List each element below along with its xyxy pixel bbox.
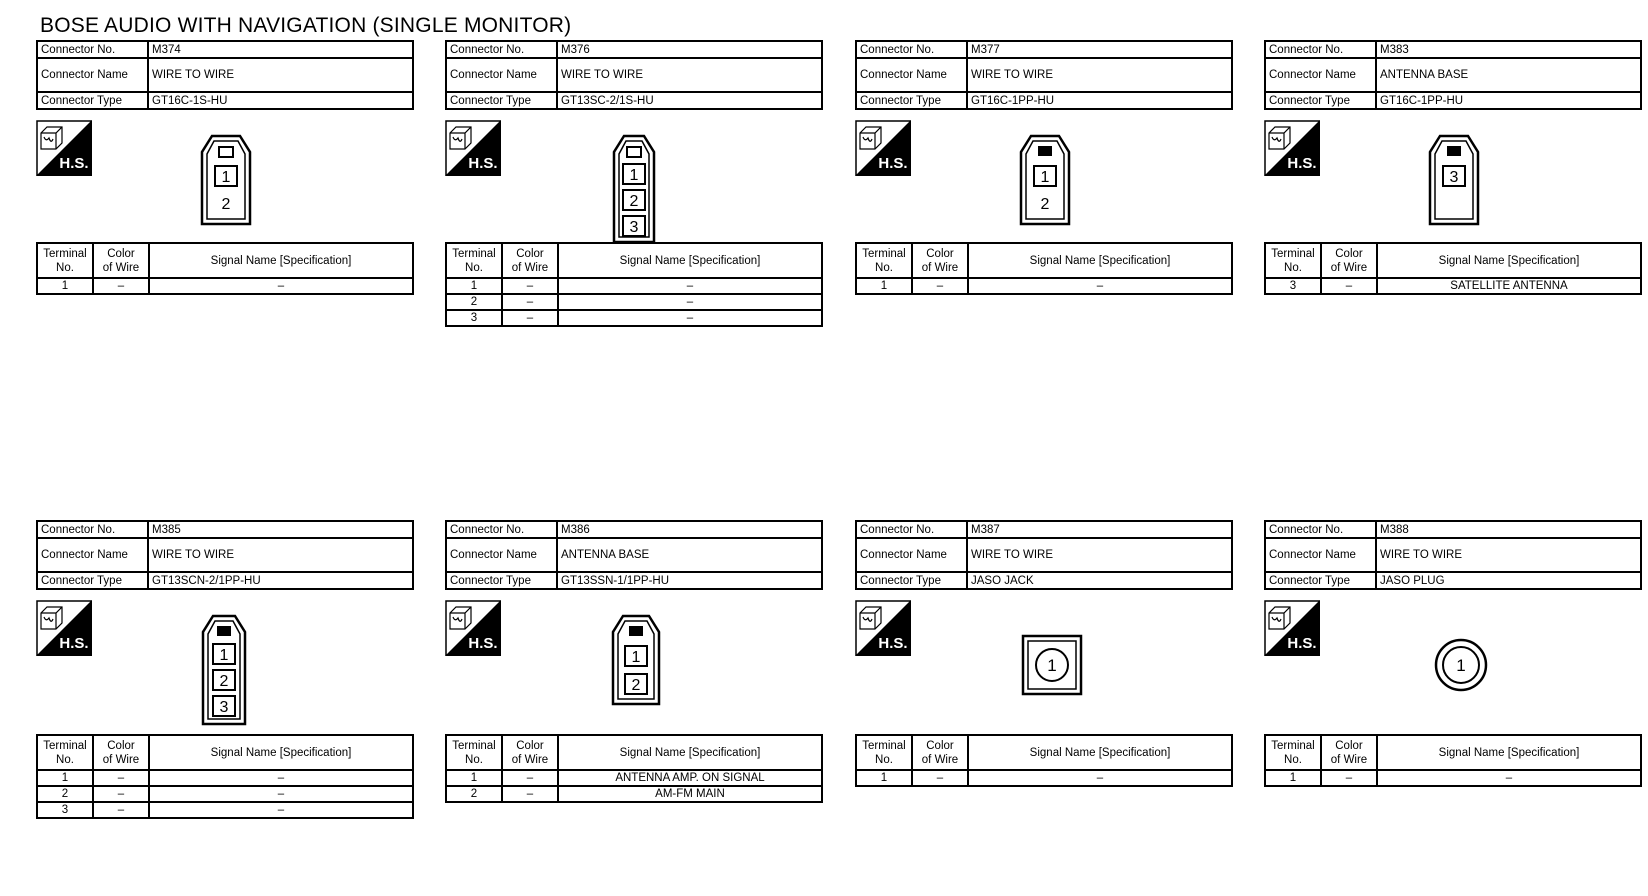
wire-color: – [912, 770, 968, 786]
connector-number-value: M377 [967, 41, 1232, 58]
terminal-no-header: Terminal No. [1265, 735, 1321, 770]
connector-name-label: Connector Name [856, 538, 967, 572]
terminal-table [1264, 242, 1642, 295]
svg-text:1: 1 [1040, 169, 1050, 186]
connector-m377 [855, 40, 1233, 292]
terminal-number: 1 [446, 770, 502, 786]
connector-face-drawing [611, 614, 661, 711]
table-row [37, 770, 413, 786]
svg-text:1: 1 [1047, 656, 1057, 675]
connector-type-value: GT16C-1S-HU [148, 92, 413, 109]
signal-name: – [558, 278, 822, 294]
pin-2 [625, 674, 647, 694]
connector-name-label: Connector Name [446, 538, 557, 572]
connector-face-drawing [1428, 134, 1480, 231]
signal-name: – [149, 278, 413, 294]
connector-info-table [1264, 40, 1642, 110]
connector-type-label: Connector Type [1265, 92, 1376, 109]
connector-type-value: GT13SCN-2/1PP-HU [148, 572, 413, 589]
connector-face-drawing [1019, 134, 1071, 231]
table-row [446, 310, 822, 326]
harness-side-icon [36, 600, 92, 656]
connector-m387 [855, 520, 1233, 784]
terminal-table [1264, 734, 1642, 787]
connector-number-value: M385 [148, 521, 413, 538]
wire-color-header: Color of Wire [912, 735, 968, 770]
svg-text:3: 3 [629, 219, 639, 236]
pin-1 [215, 166, 237, 186]
pin-2: 2 [1040, 196, 1050, 213]
connector-m383 [1264, 40, 1642, 292]
terminal-number: 2 [446, 786, 502, 802]
wire-color: – [93, 770, 149, 786]
connector-number-label: Connector No. [446, 41, 557, 58]
connector-name-label: Connector Name [37, 538, 148, 572]
hs-label: H.S. [1287, 155, 1317, 172]
connector-number-value: M388 [1376, 521, 1641, 538]
connector-info-table [36, 520, 414, 590]
wire-color: – [502, 786, 558, 802]
wire-color: – [1321, 770, 1377, 786]
hs-label: H.S. [59, 155, 89, 172]
terminal-table [855, 242, 1233, 295]
terminal-table [36, 242, 414, 295]
table-row [446, 294, 822, 310]
terminal-number: 3 [446, 310, 502, 326]
signal-name: – [968, 770, 1232, 786]
terminal-number: 2 [37, 786, 93, 802]
connector-number-label: Connector No. [1265, 521, 1376, 538]
connector-type-value: GT16C-1PP-HU [967, 92, 1232, 109]
connector-number-label: Connector No. [856, 41, 967, 58]
wire-color: – [912, 278, 968, 294]
wire-color: – [93, 278, 149, 294]
table-row [37, 278, 413, 294]
connector-name-value: WIRE TO WIRE [557, 58, 822, 92]
terminal-number: 1 [37, 278, 93, 294]
connector-number-label: Connector No. [1265, 41, 1376, 58]
pin-3 [623, 216, 645, 236]
page-title: BOSE AUDIO WITH NAVIGATION (SINGLE MONITOR) [40, 14, 572, 37]
terminal-number: 3 [1265, 278, 1321, 294]
connector-name-label: Connector Name [37, 58, 148, 92]
table-row [37, 802, 413, 818]
table-row [446, 786, 822, 802]
connector-number-value: M386 [557, 521, 822, 538]
connector-number-value: M376 [557, 41, 822, 58]
signal-name: SATELLITE ANTENNA [1377, 278, 1641, 294]
terminal-table [445, 734, 823, 803]
harness-side-icon [1264, 120, 1320, 176]
connector-type-label: Connector Type [37, 92, 148, 109]
pin-1 [1036, 649, 1068, 681]
pin-1 [625, 646, 647, 666]
connector-name-value: ANTENNA BASE [1376, 58, 1641, 92]
connector-type-value: GT16C-1PP-HU [1376, 92, 1641, 109]
connector-type-label: Connector Type [1265, 572, 1376, 589]
wire-color-header: Color of Wire [93, 735, 149, 770]
svg-text:1: 1 [221, 169, 231, 186]
connector-type-value: JASO PLUG [1376, 572, 1641, 589]
signal-name: AM-FM MAIN [558, 786, 822, 802]
wire-color-header: Color of Wire [912, 243, 968, 278]
svg-text:1: 1 [631, 649, 641, 666]
connector-info-table [445, 520, 823, 590]
connector-type-label: Connector Type [37, 572, 148, 589]
terminal-no-header: Terminal No. [1265, 243, 1321, 278]
table-row [856, 770, 1232, 786]
connector-name-label: Connector Name [446, 58, 557, 92]
svg-text:3: 3 [219, 699, 229, 716]
table-row [446, 770, 822, 786]
connector-m386 [445, 520, 823, 800]
wire-color: – [502, 278, 558, 294]
connector-number-label: Connector No. [37, 521, 148, 538]
pin-3 [1443, 166, 1465, 186]
terminal-number: 1 [1265, 770, 1321, 786]
wire-color: – [93, 802, 149, 818]
connector-m388 [1264, 520, 1642, 784]
hs-label: H.S. [59, 635, 89, 652]
terminal-number: 1 [856, 278, 912, 294]
connector-type-value: GT13SSN-1/1PP-HU [557, 572, 822, 589]
terminal-no-header: Terminal No. [37, 735, 93, 770]
connector-info-table [445, 40, 823, 110]
connector-m385 [36, 520, 414, 816]
connector-name-label: Connector Name [856, 58, 967, 92]
table-row [1265, 278, 1641, 294]
pin-1 [1034, 166, 1056, 186]
signal-name: – [1377, 770, 1641, 786]
signal-name-header: Signal Name [Specification] [968, 243, 1232, 278]
connector-face-drawing [201, 614, 247, 731]
connector-name-label: Connector Name [1265, 58, 1376, 92]
terminal-no-header: Terminal No. [446, 243, 502, 278]
signal-name: – [149, 786, 413, 802]
signal-name-header: Signal Name [Specification] [558, 243, 822, 278]
signal-name: – [968, 278, 1232, 294]
svg-text:1: 1 [1456, 656, 1466, 675]
pin-2 [213, 670, 235, 690]
signal-name: – [558, 294, 822, 310]
svg-text:1: 1 [629, 167, 639, 184]
connector-number-value: M374 [148, 41, 413, 58]
table-row [1265, 770, 1641, 786]
connector-name-value: WIRE TO WIRE [148, 58, 413, 92]
signal-name: – [149, 802, 413, 818]
terminal-number: 1 [446, 278, 502, 294]
connector-name-value: WIRE TO WIRE [1376, 538, 1641, 572]
connector-info-table [855, 40, 1233, 110]
connector-number-label: Connector No. [446, 521, 557, 538]
signal-name: ANTENNA AMP. ON SIGNAL [558, 770, 822, 786]
connector-type-value: GT13SC-2/1S-HU [557, 92, 822, 109]
harness-side-icon [855, 600, 911, 656]
hs-label: H.S. [1287, 635, 1317, 652]
harness-side-icon [445, 600, 501, 656]
signal-name-header: Signal Name [Specification] [1377, 243, 1641, 278]
hs-label: H.S. [878, 155, 908, 172]
wire-color: – [93, 786, 149, 802]
signal-name: – [558, 310, 822, 326]
wire-color-header: Color of Wire [1321, 243, 1377, 278]
connector-type-label: Connector Type [856, 92, 967, 109]
terminal-number: 2 [446, 294, 502, 310]
harness-side-icon [36, 120, 92, 176]
hs-label: H.S. [468, 155, 498, 172]
terminal-no-header: Terminal No. [856, 243, 912, 278]
connector-info-table [1264, 520, 1642, 590]
connector-name-value: WIRE TO WIRE [148, 538, 413, 572]
harness-side-icon [1264, 600, 1320, 656]
connector-m376 [445, 40, 823, 324]
terminal-no-header: Terminal No. [37, 243, 93, 278]
pin-2: 2 [221, 196, 231, 213]
wire-color: – [502, 310, 558, 326]
pin-1 [213, 644, 235, 664]
wire-color: – [502, 294, 558, 310]
harness-side-icon [445, 120, 501, 176]
table-row [446, 278, 822, 294]
wire-color-header: Color of Wire [502, 735, 558, 770]
terminal-table [36, 734, 414, 819]
connector-name-value: WIRE TO WIRE [967, 538, 1232, 572]
connector-face-drawing [1021, 634, 1083, 701]
signal-name-header: Signal Name [Specification] [558, 735, 822, 770]
connector-name-value: WIRE TO WIRE [967, 58, 1232, 92]
terminal-no-header: Terminal No. [446, 735, 502, 770]
wire-color-header: Color of Wire [93, 243, 149, 278]
connector-number-value: M387 [967, 521, 1232, 538]
pin-2 [623, 190, 645, 210]
connector-face-drawing [612, 134, 656, 249]
hs-label: H.S. [878, 635, 908, 652]
connector-face-drawing [1434, 638, 1488, 697]
table-row [856, 278, 1232, 294]
wire-color: – [502, 770, 558, 786]
harness-side-icon [855, 120, 911, 176]
connector-m374 [36, 40, 414, 292]
table-row [37, 786, 413, 802]
wire-color-header: Color of Wire [502, 243, 558, 278]
signal-name-header: Signal Name [Specification] [968, 735, 1232, 770]
signal-name-header: Signal Name [Specification] [149, 243, 413, 278]
terminal-number: 1 [856, 770, 912, 786]
connector-face-drawing [200, 134, 252, 231]
wire-color: – [1321, 278, 1377, 294]
pin-3 [213, 696, 235, 716]
signal-name-header: Signal Name [Specification] [1377, 735, 1641, 770]
svg-text:2: 2 [631, 677, 641, 694]
pin-1 [623, 164, 645, 184]
terminal-number: 3 [37, 802, 93, 818]
connector-name-label: Connector Name [1265, 538, 1376, 572]
connector-number-label: Connector No. [856, 521, 967, 538]
pin-1 [1443, 647, 1479, 683]
connector-type-label: Connector Type [856, 572, 967, 589]
connector-number-value: M383 [1376, 41, 1641, 58]
svg-text:2: 2 [219, 673, 229, 690]
connector-number-label: Connector No. [37, 41, 148, 58]
connector-info-table [855, 520, 1233, 590]
signal-name-header: Signal Name [Specification] [149, 735, 413, 770]
connector-info-table [36, 40, 414, 110]
terminal-number: 1 [37, 770, 93, 786]
svg-text:2: 2 [629, 193, 639, 210]
connector-type-value: JASO JACK [967, 572, 1232, 589]
svg-text:1: 1 [219, 647, 229, 664]
wire-color-header: Color of Wire [1321, 735, 1377, 770]
hs-label: H.S. [468, 635, 498, 652]
connector-name-value: ANTENNA BASE [557, 538, 822, 572]
terminal-no-header: Terminal No. [856, 735, 912, 770]
connector-type-label: Connector Type [446, 572, 557, 589]
connector-type-label: Connector Type [446, 92, 557, 109]
signal-name: – [149, 770, 413, 786]
svg-text:3: 3 [1449, 169, 1459, 186]
terminal-table [445, 242, 823, 327]
terminal-table [855, 734, 1233, 787]
